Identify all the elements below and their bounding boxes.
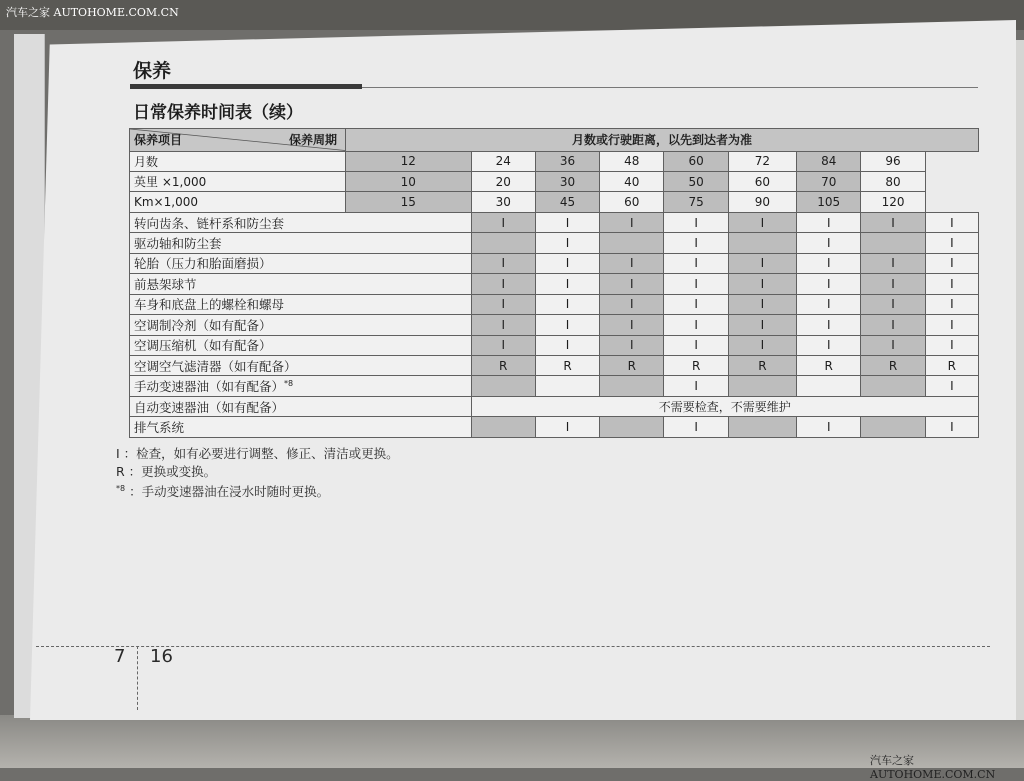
schedule-mark-cell: R	[728, 356, 796, 376]
interval-value-cell: 12	[346, 151, 472, 171]
schedule-mark-cell: I	[925, 417, 978, 438]
interval-value-cell: 105	[797, 192, 861, 212]
legend-symbol: I	[116, 446, 120, 461]
schedule-mark-cell	[861, 233, 925, 253]
interval-value-cell: 10	[346, 171, 472, 191]
page-number: 16	[150, 646, 173, 667]
schedule-mark-cell: I	[797, 294, 861, 314]
item-name-cell	[130, 253, 472, 273]
schedule-mark-cell: I	[664, 376, 728, 396]
schedule-mark-cell: I	[664, 233, 728, 253]
schedule-mark-cell	[471, 233, 535, 253]
merged-note-cell: 不需要检查，不需要维护	[471, 396, 978, 416]
interval-value-cell: 30	[535, 171, 599, 191]
schedule-mark-cell	[600, 233, 664, 253]
schedule-mark-cell: I	[728, 294, 796, 314]
item-name-cell	[130, 294, 472, 314]
item-name: 手动变速器油（如有配备）	[134, 379, 285, 395]
schedule-mark-cell: I	[664, 335, 728, 355]
schedule-mark-cell: I	[925, 294, 978, 314]
legend-note-mt-oil	[116, 482, 329, 500]
interval-value-cell: 70	[797, 171, 861, 191]
schedule-mark-cell	[728, 417, 796, 438]
schedule-mark-cell	[861, 376, 925, 396]
schedule-mark-cell	[728, 233, 796, 253]
schedule-mark-cell: I	[797, 233, 861, 253]
interval-value-cell: 60	[600, 192, 664, 212]
schedule-mark-cell: I	[797, 253, 861, 273]
schedule-mark-cell: I	[600, 335, 664, 355]
schedule-mark-cell: I	[861, 294, 925, 314]
legend-symbol: R	[116, 464, 125, 479]
interval-value-cell: 72	[728, 151, 796, 171]
schedule-mark-cell: I	[861, 253, 925, 273]
interval-value-cell: 90	[728, 192, 796, 212]
schedule-mark-cell: I	[535, 274, 599, 294]
schedule-mark-cell: I	[535, 315, 599, 335]
schedule-mark-cell: I	[861, 274, 925, 294]
interval-value-cell: 120	[861, 192, 925, 212]
schedule-mark-cell: R	[797, 356, 861, 376]
schedule-mark-cell: I	[471, 294, 535, 314]
schedule-mark-cell	[861, 417, 925, 438]
interval-value-cell: 15	[346, 192, 472, 212]
schedule-mark-cell: I	[535, 253, 599, 273]
schedule-mark-cell: I	[535, 294, 599, 314]
schedule-mark-cell: I	[471, 212, 535, 232]
interval-value-cell: 45	[535, 192, 599, 212]
interval-value-cell: 60	[664, 151, 728, 171]
schedule-mark-cell: R	[925, 356, 978, 376]
schedule-mark-cell	[600, 417, 664, 438]
schedule-mark-cell: I	[861, 315, 925, 335]
schedule-mark-cell: I	[728, 315, 796, 335]
schedule-mark-cell: I	[600, 253, 664, 273]
schedule-mark-cell: I	[471, 274, 535, 294]
item-name-cell	[130, 315, 472, 335]
interval-value-cell: 24	[471, 151, 535, 171]
schedule-mark-cell: I	[925, 376, 978, 396]
item-name: 车身和底盘上的螺栓和螺母	[134, 297, 285, 313]
footer-rule	[36, 646, 990, 647]
item-name-cell	[130, 396, 472, 416]
interval-value-cell: 36	[535, 151, 599, 171]
schedule-mark-cell: I	[728, 335, 796, 355]
schedule-mark-cell: I	[664, 253, 728, 273]
item-name-cell	[130, 233, 472, 253]
schedule-mark-cell: I	[600, 274, 664, 294]
schedule-mark-cell: I	[664, 212, 728, 232]
table-title: 日常保养时间表（续）	[133, 103, 303, 123]
schedule-mark-cell: I	[535, 212, 599, 232]
corner-label-interval: 保养周期	[288, 133, 337, 147]
item-name-cell	[130, 356, 472, 376]
section-rule	[130, 84, 362, 89]
schedule-mark-cell: I	[797, 212, 861, 232]
schedule-mark-cell: I	[600, 212, 664, 232]
legend-text: ：手动变速器油在浸水时随时更换。	[129, 484, 330, 499]
section-title: 保养	[133, 60, 172, 82]
schedule-mark-cell: I	[535, 417, 599, 438]
schedule-mark-cell: I	[535, 335, 599, 355]
interval-header: 月数或行驶距离，以先到达者为准	[346, 129, 979, 152]
schedule-mark-cell: I	[861, 212, 925, 232]
schedule-mark-cell: I	[861, 335, 925, 355]
schedule-mark-cell: I	[664, 417, 728, 438]
schedule-mark-cell: I	[600, 315, 664, 335]
item-name-cell	[130, 376, 472, 396]
schedule-mark-cell: I	[925, 315, 978, 335]
schedule-mark-cell: I	[925, 253, 978, 273]
schedule-mark-cell: I	[471, 335, 535, 355]
schedule-mark-cell	[471, 376, 535, 396]
schedule-mark-cell: I	[471, 253, 535, 273]
interval-unit-label: 月数	[130, 151, 346, 171]
interval-value-cell: 50	[664, 171, 728, 191]
interval-value-cell: 40	[600, 171, 664, 191]
interval-value-cell: 80	[861, 171, 925, 191]
schedule-mark-cell: I	[925, 335, 978, 355]
item-name: 轮胎（压力和胎面磨损）	[134, 256, 272, 272]
item-name: 前悬架球节	[134, 276, 197, 292]
schedule-mark-cell	[728, 376, 796, 396]
schedule-mark-cell: I	[600, 294, 664, 314]
interval-unit-label: Km×1,000	[130, 192, 346, 212]
legend-note-inspect	[116, 444, 399, 462]
schedule-mark-cell: I	[728, 212, 796, 232]
schedule-mark-cell: R	[471, 356, 535, 376]
interval-value-cell: 20	[471, 171, 535, 191]
footer-divider	[137, 646, 138, 710]
schedule-mark-cell: I	[664, 315, 728, 335]
schedule-mark-cell	[600, 376, 664, 396]
schedule-mark-cell: R	[664, 356, 728, 376]
schedule-mark-cell: I	[797, 274, 861, 294]
item-name-cell	[130, 417, 472, 438]
item-name: 空调压缩机（如有配备）	[134, 338, 272, 354]
schedule-mark-cell: I	[925, 212, 978, 232]
item-name: 空调制冷剂（如有配备）	[134, 317, 272, 333]
section-rule-thin	[362, 87, 978, 88]
schedule-mark-cell: I	[471, 315, 535, 335]
item-name-cell	[130, 335, 472, 355]
item-name: 排气系统	[134, 420, 185, 436]
legend-text: ：检查，如有必要进行调整、修正、清洁或更换。	[123, 446, 399, 461]
schedule-mark-cell: I	[797, 335, 861, 355]
schedule-mark-cell: I	[664, 294, 728, 314]
schedule-mark-cell: R	[861, 356, 925, 376]
chapter-number: 7	[114, 646, 126, 667]
watermark-bottom: 汽车之家 AUTOHOME.COM.CN	[870, 754, 996, 781]
watermark-top: 汽车之家 AUTOHOME.COM.CN	[6, 6, 179, 19]
schedule-mark-cell: R	[535, 356, 599, 376]
item-name: 自动变速器油（如有配备）	[134, 399, 285, 415]
item-name: 转向齿条、链杆系和防尘套	[134, 215, 285, 231]
interval-value-cell: 30	[471, 192, 535, 212]
interval-value-cell: 75	[664, 192, 728, 212]
corner-label-item: 保养项目	[134, 132, 183, 147]
item-name-cell	[130, 212, 472, 232]
item-footnote-mark: *8	[284, 379, 294, 389]
interval-unit-label: 英里 ×1,000	[130, 171, 346, 191]
schedule-mark-cell: I	[728, 274, 796, 294]
schedule-mark-cell: I	[535, 233, 599, 253]
maintenance-schedule-table	[129, 128, 979, 438]
legend-text: ：更换或变换。	[128, 464, 217, 479]
legend-symbol: *8	[116, 483, 126, 493]
schedule-mark-cell: I	[664, 274, 728, 294]
table-corner-header	[130, 129, 346, 152]
interval-value-cell: 84	[797, 151, 861, 171]
item-name: 空调空气滤清器（如有配备）	[134, 358, 297, 374]
schedule-mark-cell: I	[925, 233, 978, 253]
schedule-mark-cell	[797, 376, 861, 396]
legend-note-replace	[116, 462, 216, 480]
item-name: 驱动轴和防尘套	[134, 236, 222, 252]
interval-value-cell: 60	[728, 171, 796, 191]
schedule-mark-cell: I	[925, 274, 978, 294]
schedule-mark-cell: I	[728, 253, 796, 273]
schedule-mark-cell: I	[797, 417, 861, 438]
item-name-cell	[130, 274, 472, 294]
schedule-mark-cell	[535, 376, 599, 396]
schedule-mark-cell	[471, 417, 535, 438]
interval-value-cell: 96	[861, 151, 925, 171]
interval-value-cell: 48	[600, 151, 664, 171]
schedule-mark-cell: I	[797, 315, 861, 335]
schedule-mark-cell: R	[600, 356, 664, 376]
